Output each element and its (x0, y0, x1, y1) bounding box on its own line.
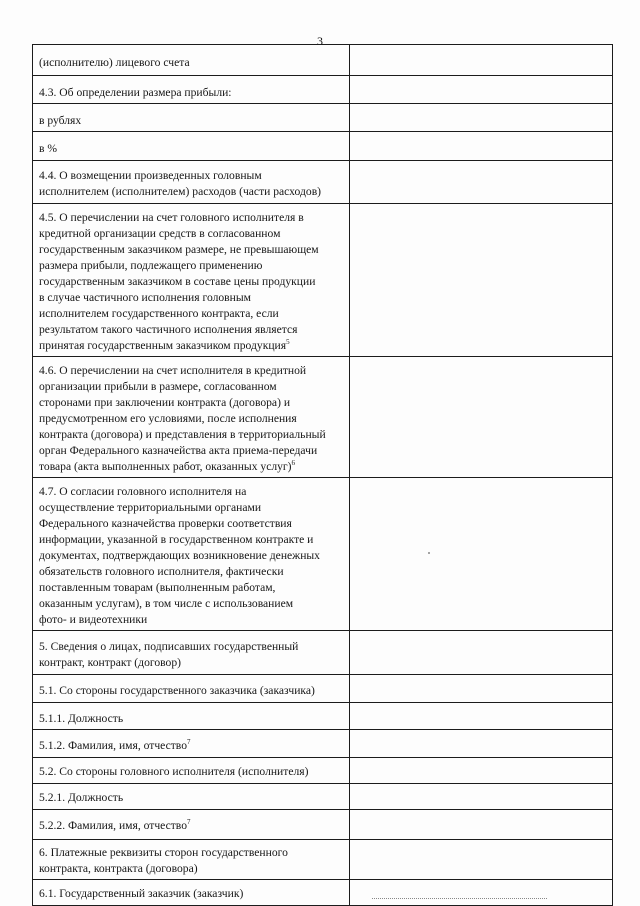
footnote-marker: 7 (187, 818, 191, 827)
row-value-verification-consent[interactable] (350, 478, 613, 631)
scan-dot (428, 552, 430, 554)
row-label-expense-reimbursement: 4.4. О возмещении произведенных головным исполнителем (исполнителем) расходов (части расходов) (33, 161, 350, 204)
table-row (33, 730, 613, 758)
row-value-profit-size[interactable] (350, 76, 613, 104)
row-label-customer-name: 5.1.2. Фамилия, имя, отчество$^7$ (33, 730, 350, 758)
row-label-rubles: в рублях (33, 104, 350, 132)
table-row (33, 810, 613, 840)
row-label-account: (исполнителю) лицевого счета (33, 45, 350, 76)
row-value-customer-name[interactable] (350, 730, 613, 758)
row-label-signatories: 5. Сведения о лицах, подписавших государственный контракт, контракт (договор) (33, 631, 350, 675)
table-row (33, 675, 613, 703)
row-label-contractor-position: 5.2.1. Должность (33, 784, 350, 810)
table-row (33, 45, 613, 76)
table-row (33, 104, 613, 132)
row-value-rubles[interactable] (350, 104, 613, 132)
table-row (33, 758, 613, 784)
row-value-signatories[interactable] (350, 631, 613, 675)
row-value-payment-details[interactable] (350, 840, 613, 880)
table-row (33, 631, 613, 675)
row-label-verification-consent: 4.7. О согласии головного исполнителя на осуществление территориальными органами Федерального казначейства проверки соответствия информации, указанной в государственном контракте и документах, подтверждающих возникновение денежных обязательств головного исполнителя, фактически поставленным товарам (выполненным работам, оказанным услугам), в том числе с использованием фото- и видеотехники (33, 478, 350, 631)
row-value-contractor-position[interactable] (350, 784, 613, 810)
row-label-contractor-name: 5.2.2. Фамилия, имя, отчество$^7$ (33, 810, 350, 840)
page-number: 3 (317, 34, 323, 48)
footnote-marker: 7 (187, 738, 191, 747)
table-row (33, 132, 613, 161)
row-label-contractor-side: 5.2. Со стороны головного исполнителя (исполнителя) (33, 758, 350, 784)
table-row (33, 161, 613, 204)
table-row (33, 76, 613, 104)
table-row (33, 840, 613, 880)
table-row (33, 204, 613, 357)
row-value-contractor-side[interactable] (350, 758, 613, 784)
row-value-contractor-name[interactable] (350, 810, 613, 840)
footnote-marker: 5 (286, 338, 290, 347)
row-label-transfer-head-contractor: 4.5. О перечислении на счет головного исполнителя в кредитной организации средств в согласованном государственным заказчиком размере, не превышающем размера прибыли, подлежащего применению государственным заказчиком в составе цены продукции в случае частичного исполнения головным исполнителем государственного контракта, если результатом такого частичного исполнения является принятая государственным заказчиком продукция$^5$ (33, 204, 350, 357)
table-row (33, 703, 613, 730)
row-label-percent: в % (33, 132, 350, 161)
row-value-percent[interactable] (350, 132, 613, 161)
table-row (33, 784, 613, 810)
footnote-marker: 6 (291, 459, 296, 468)
row-label-payment-details: 6. Платежные реквизиты сторон государственного контракта, контракта (договора) (33, 840, 350, 880)
row-value-state-customer[interactable] (350, 880, 613, 906)
row-value-customer-side[interactable] (350, 675, 613, 703)
table-row (33, 880, 613, 906)
table-row (33, 357, 613, 478)
row-value-transfer-contractor[interactable] (350, 357, 613, 478)
row-label-customer-position: 5.1.1. Должность (33, 703, 350, 730)
row-label-state-customer: 6.1. Государственный заказчик (заказчик) (33, 880, 350, 906)
table-row (33, 478, 613, 631)
row-value-account[interactable] (350, 45, 613, 76)
row-value-customer-position[interactable] (350, 703, 613, 730)
page-edge-line (372, 898, 547, 899)
row-value-expense-reimbursement[interactable] (350, 161, 613, 204)
row-label-customer-side: 5.1. Со стороны государственного заказчика (заказчика) (33, 675, 350, 703)
row-label-profit-size: 4.3. Об определении размера прибыли: (33, 76, 350, 104)
form-table (32, 44, 613, 906)
row-label-transfer-contractor: 4.6. О перечислении на счет исполнителя в кредитной организации прибыли в размере, согласованном сторонами при заключении контракта (договора) и предусмотренном его условиями, после исполнения контракта (договора) и представления в территориальный орган Федерального казначейства акта приема-передачи товара (акта выполненных работ, оказанных услуг)$^6$ (33, 357, 350, 478)
row-value-transfer-head-contractor[interactable] (350, 204, 613, 357)
